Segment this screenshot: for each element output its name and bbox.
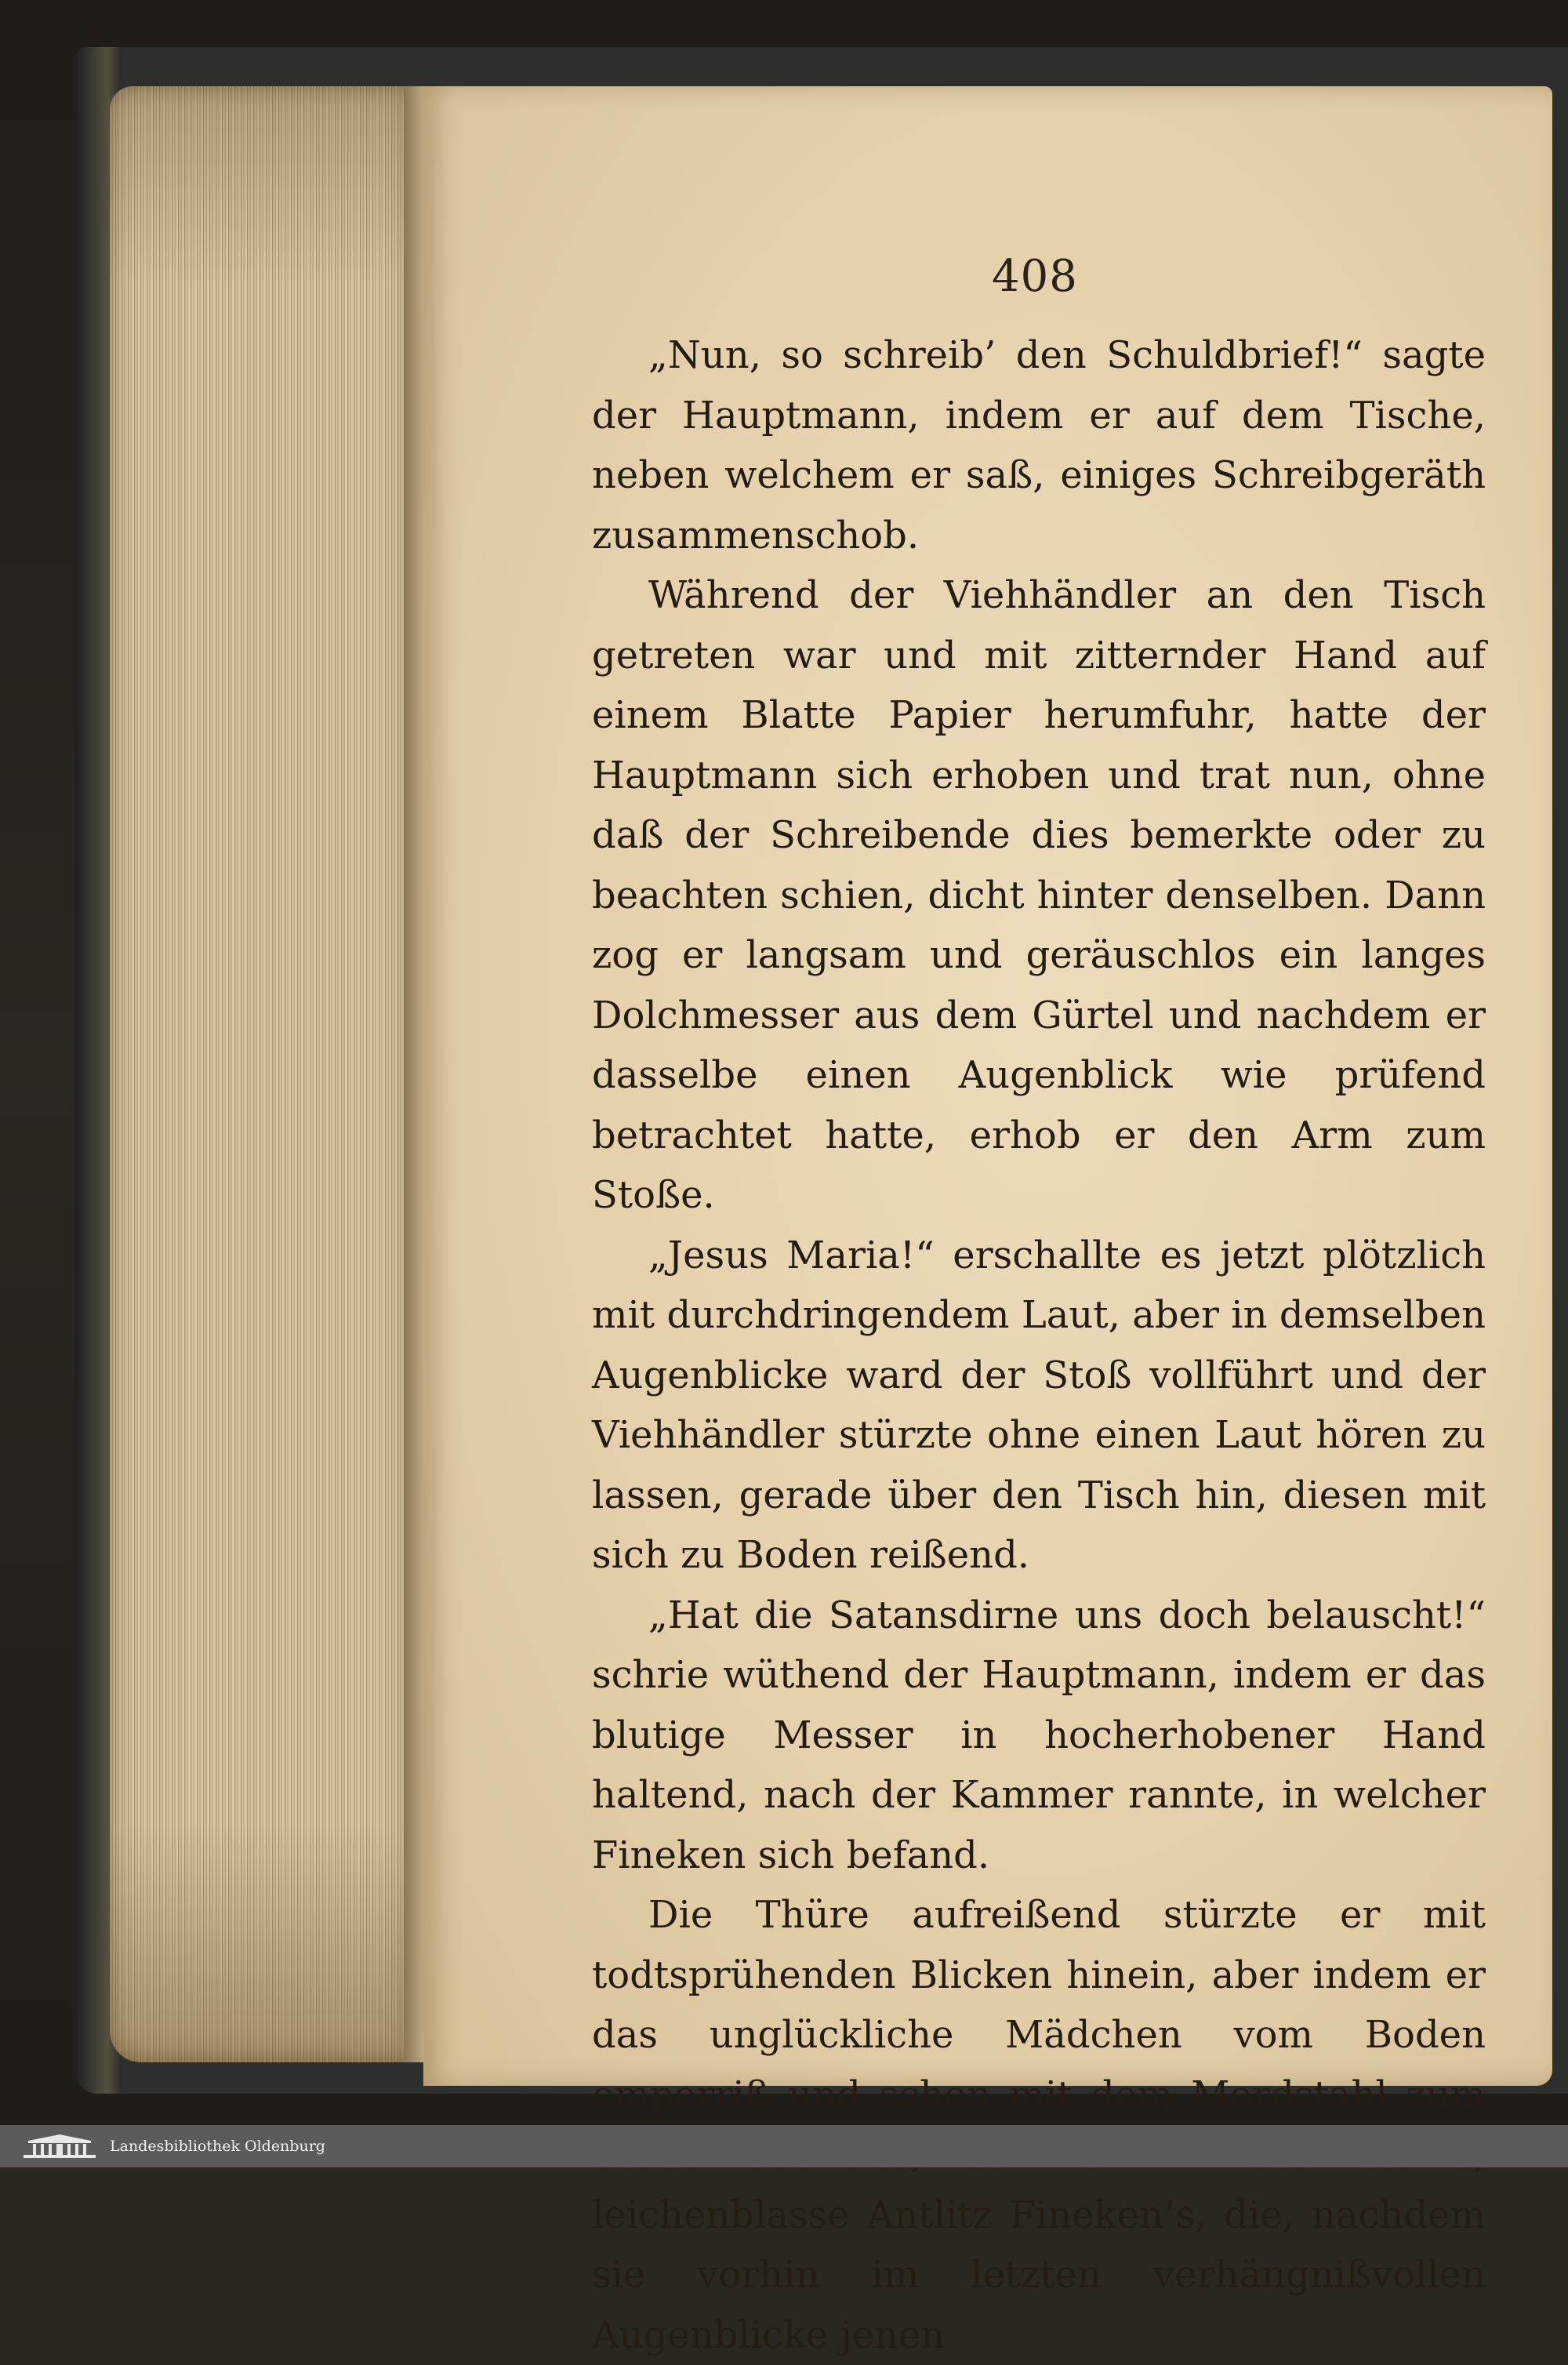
paragraph-5: Die Thüre aufreißend stürzte er mit todtsprühenden Blicken hinein, aber indem er das unglückliche Mädchen vom Boden emporriß und schon mit dem Mordstahl zum leichenblasse Antlitz Fineken’s, die, nachdem sie vorhin im letzten verhängnißvollen Augenblicke jenen xyxy=(592,1893,1486,2357)
page-text xyxy=(592,325,1486,2365)
book-page xyxy=(423,86,1552,2357)
library-building-icon xyxy=(20,2133,99,2160)
page-number: 408 xyxy=(992,251,1078,302)
paragraph-3: „Jesus Maria!“ erschallte es jetzt plötzlich mit durchdringendem Laut, aber in demselben Augenblicke ward der Stoß vollführt und der Viehhändler stürzte ohne einen Laut hören zu lassen, gerade über den Tisch hin, diesen mit sich zu Boden reißend. xyxy=(592,1233,1486,1577)
footer-label: Landesbibliothek Oldenburg xyxy=(110,2138,325,2155)
paragraph-4: „Hat die Satansdirne uns doch belauscht!“ schrie wüthend der Hauptmann, indem er das blutige Messer in hocherhobener Hand haltend, nach der Kammer rannte, in welcher Fineken sich befand. xyxy=(592,1593,1486,1877)
page-edges xyxy=(110,86,412,2062)
paragraph-1: „Nun, so schreib’ den Schuldbrief!“ sagte der Hauptmann, indem er auf dem Tische, neben welchem er saß, einiges Schreibgeräth zusammenschob. xyxy=(592,333,1486,558)
paragraph-2: Während der Viehhändler an den Tisch getreten war und mit zitternder Hand auf einem Blatte Papier herumfuhr, hatte der Hauptmann sich erhoben und trat nun, ohne daß der Schreibende dies bemerkte oder zu beachten schien, dicht hinter denselben. Dann zog er langsam und geräuschlos ein langes Dolchmesser aus dem Gürtel und nachdem er dasselbe einen Augenblick wie prüfend betrachtet hatte, erhob er den Arm zum Stoße. xyxy=(592,573,1486,1217)
footer-bar xyxy=(0,2125,1568,2167)
